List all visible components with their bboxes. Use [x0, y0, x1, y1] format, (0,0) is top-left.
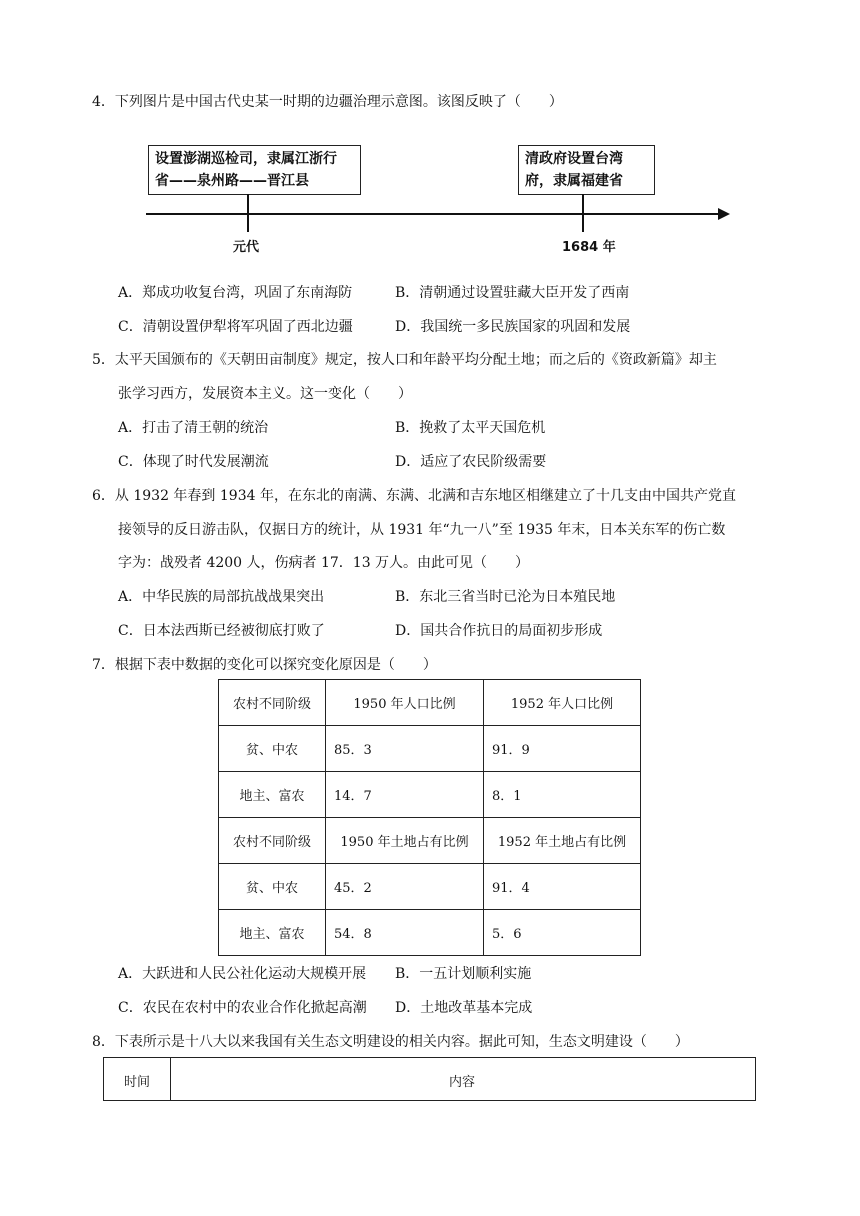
q5-option-c: C．体现了时代发展潮流 — [118, 454, 269, 470]
q7-option-a: A．大跃进和人民公社化运动大规模开展 — [118, 966, 367, 982]
q5-option-b: B．挽救了太平天国危机 — [395, 420, 546, 436]
table-cell: 1950 年土地占有比例 — [326, 818, 484, 864]
table-cell: 5．6 — [484, 910, 641, 956]
timeline-box-qing-line1: 清政府设置台湾 — [525, 151, 623, 167]
ecology-table-header — [103, 1057, 756, 1101]
q6-option-b: B．东北三省当时已沦为日本殖民地 — [395, 589, 616, 605]
table-cell: 农村不同阶级 — [219, 818, 326, 864]
q6-option-c: C．日本法西斯已经被彻底打败了 — [118, 623, 325, 639]
table-cell: 贫、中农 — [219, 726, 326, 772]
q5-option-d: D．适应了农民阶级需要 — [395, 454, 547, 470]
question-8-stem: 8．下表所示是十八大以来我国有关生态文明建设的相关内容。据此可知，生态文明建设（ ） — [92, 1034, 689, 1050]
question-6-line1: 6．从 1932 年春到 1934 年，在东北的南满、东满、北满和吉东地区相继建立了十几支由中国共产党直 — [92, 488, 736, 504]
question-5-line1: 5．太平天国颁布的《天朝田亩制度》规定，按人口和年龄平均分配土地；而之后的《资政新篇》却主 — [92, 352, 717, 368]
table-cell: 贫、中农 — [219, 864, 326, 910]
table-cell: 1952 年人口比例 — [484, 680, 641, 726]
table-cell: 45．2 — [326, 864, 484, 910]
q6-option-a: A．中华民族的局部抗战战果突出 — [118, 589, 325, 605]
timeline-box-qing — [518, 145, 655, 195]
table-cell: 1950 年人口比例 — [326, 680, 484, 726]
question-6-line3: 字为：战殁者 4200 人，伤病者 17．13 万人。由此可见（ ） — [118, 555, 530, 571]
timeline-arrow-icon — [718, 208, 730, 220]
table-divider — [170, 1058, 171, 1100]
table-cell: 91．4 — [484, 864, 641, 910]
question-6-line2: 接领导的反日游击队，仅据日方的统计，从 1931 年“九一八”至 1935 年末，日本关东军的伤亡数 — [118, 522, 726, 538]
timeline-label-yuan: 元代 — [233, 240, 260, 255]
table-row — [219, 772, 641, 818]
table-cell: 农村不同阶级 — [219, 680, 326, 726]
table-row — [219, 910, 641, 956]
q4-option-b: B．清朝通过设置驻藏大臣开发了西南 — [395, 285, 630, 301]
table-cell: 91．9 — [484, 726, 641, 772]
table-cell: 地主、富农 — [219, 910, 326, 956]
question-5-line2: 张学习西方，发展资本主义。这一变化（ ） — [118, 386, 412, 402]
table-cell: 54．8 — [326, 910, 484, 956]
timeline-box-yuan-line1: 设置澎湖巡检司，隶属江浙行 — [155, 151, 337, 167]
table-cell: 地主、富农 — [219, 772, 326, 818]
q7-option-d: D．土地改革基本完成 — [395, 1000, 533, 1016]
table-header-content: 内容 — [449, 1075, 476, 1090]
q7-option-b: B．一五计划顺利实施 — [395, 966, 532, 982]
q7-option-c: C．农民在农村中的农业合作化掀起高潮 — [118, 1000, 367, 1016]
timeline-tick-1684 — [582, 194, 584, 232]
table-row — [219, 680, 641, 726]
timeline-label-1684: 1684 年 — [562, 240, 616, 255]
timeline-tick-yuan — [247, 194, 249, 232]
q5-option-a: A．打击了清王朝的统治 — [118, 420, 269, 436]
table-cell: 1952 年土地占有比例 — [484, 818, 641, 864]
table-cell: 14．7 — [326, 772, 484, 818]
question-7-stem: 7．根据下表中数据的变化可以探究变化原因是（ ） — [92, 657, 437, 673]
land-reform-table — [218, 679, 641, 956]
q6-option-d: D．国共合作抗日的局面初步形成 — [395, 623, 603, 639]
q4-option-a: A．郑成功收复台湾，巩固了东南海防 — [118, 285, 353, 301]
table-cell: 85．3 — [326, 726, 484, 772]
timeline-box-yuan-line2: 省——泉州路——晋江县 — [155, 173, 309, 189]
question-4-stem: 4．下列图片是中国古代史某一时期的边疆治理示意图。该图反映了（ ） — [92, 94, 563, 110]
q4-option-d: D．我国统一多民族国家的巩固和发展 — [395, 319, 631, 335]
table-cell: 8．1 — [484, 772, 641, 818]
timeline-box-qing-line2: 府，隶属福建省 — [525, 173, 623, 189]
table-header-time: 时间 — [124, 1075, 151, 1090]
table-row — [219, 726, 641, 772]
timeline-axis — [146, 213, 720, 215]
timeline-box-yuan — [148, 145, 361, 195]
table-row — [219, 818, 641, 864]
table-row — [219, 864, 641, 910]
q4-option-c: C．清朝设置伊犁将军巩固了西北边疆 — [118, 319, 353, 335]
